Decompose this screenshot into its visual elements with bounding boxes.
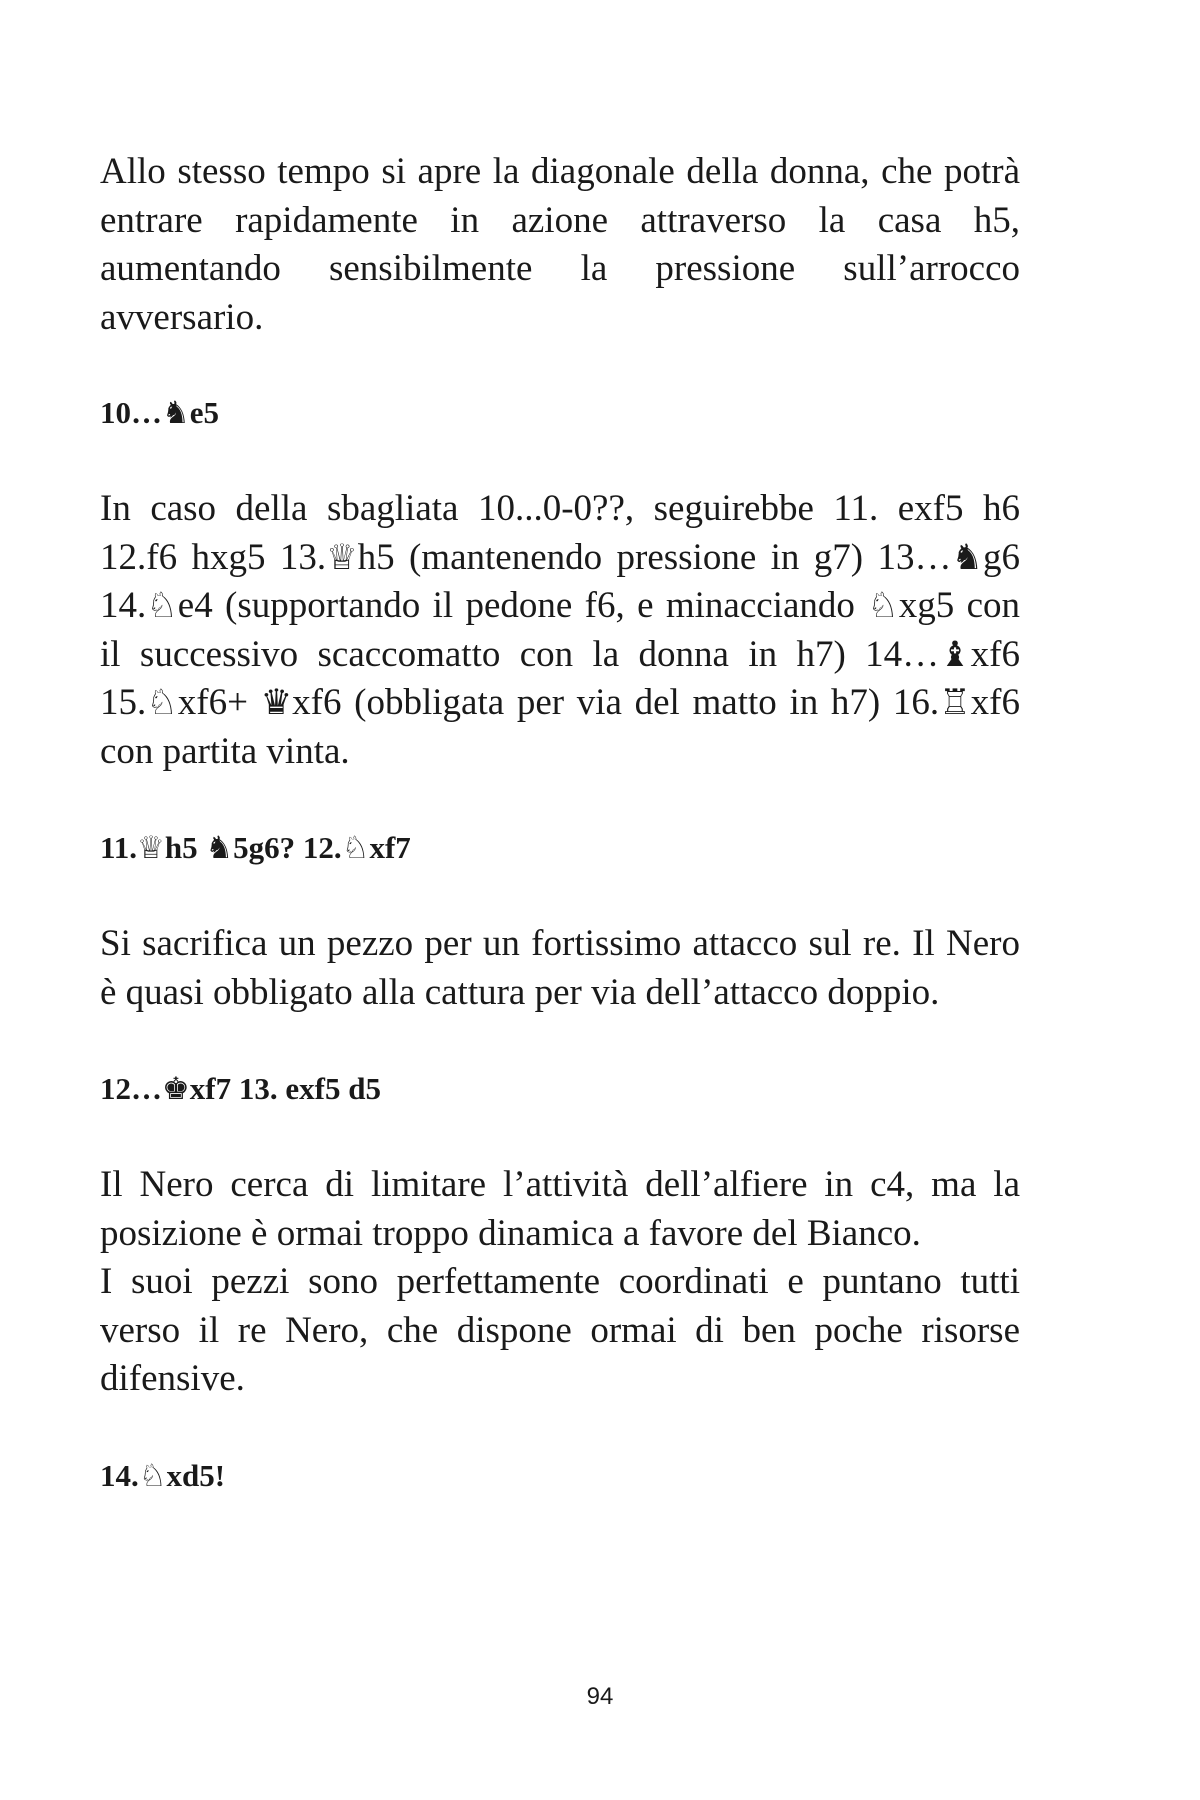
black-knight-icon: ♞ [205, 830, 234, 866]
white-knight-icon: ♘ [867, 585, 899, 626]
move-12: 12…♚xf7 13. exf5 d5 [100, 1071, 381, 1107]
white-queen-icon: ♕ [326, 536, 358, 578]
paragraph-line: I suoi pezzi sono perfettamente coordinati e puntano tutti verso il re Nero, che dispone ormai di ben poche risorse difensive. [100, 1261, 1020, 1399]
page-body [100, 148, 1020, 1500]
black-queen-icon: ♛ [260, 682, 293, 723]
paragraph-variation: In caso della sbagliata 10...0-0??, seguirebbe 11. exf5 h6 12.f6 hxg5 13.♕h5 (mantenendo pressione in g7) 13…♞g6 14.♘e4 (supportando il pedone f6, e minacciando ♘xg5 con il successivo scaccomatto con la donna in h7) 14…♝xf6 15.♘xf6+ ♛xf6 (obbligata per via del matto in h7) 16.♖xf6 con partita vinta. [100, 488, 1020, 772]
page-number: 94 [586, 1683, 614, 1710]
move-14: 14.♘xd5! [100, 1457, 226, 1494]
paragraph-position [100, 1161, 1020, 1404]
paragraph-line: Il Nero cerca di limitare l’attività dell’alfiere in c4, ma la posizione è ormai troppo dinamica a favore del Bianco. [100, 1164, 1020, 1254]
black-king-icon: ♚ [162, 1071, 190, 1107]
black-knight-icon: ♞ [951, 536, 983, 578]
move-11: 11.♕h5 ♞5g6? 12.♘xf7 [100, 830, 411, 866]
move-10 [100, 389, 1020, 437]
white-knight-icon: ♘ [146, 585, 178, 626]
paragraph-sacrifice: Si sacrifica un pezzo per un fortissimo attacco sul re. Il Nero è quasi obbligato alla cattura per via dell’attacco doppio. [100, 923, 1020, 1013]
white-knight-icon: ♘ [138, 1457, 167, 1494]
paragraph-diagonal: Allo stesso tempo si apre la diagonale della donna, che potrà entrare rapidamente in azione attraverso la casa h5, aumentando sensibilmente la pressione sull’arrocco avversario. [100, 151, 1020, 338]
move-number: 10… [100, 395, 162, 430]
white-knight-icon: ♘ [146, 682, 178, 723]
white-rook-icon: ♖ [939, 682, 971, 723]
white-queen-icon: ♕ [137, 830, 165, 866]
white-knight-icon: ♘ [341, 830, 370, 866]
black-bishop-icon: ♝ [939, 633, 971, 675]
black-knight-icon: ♞ [162, 395, 190, 431]
move-square: e5 [189, 395, 220, 430]
